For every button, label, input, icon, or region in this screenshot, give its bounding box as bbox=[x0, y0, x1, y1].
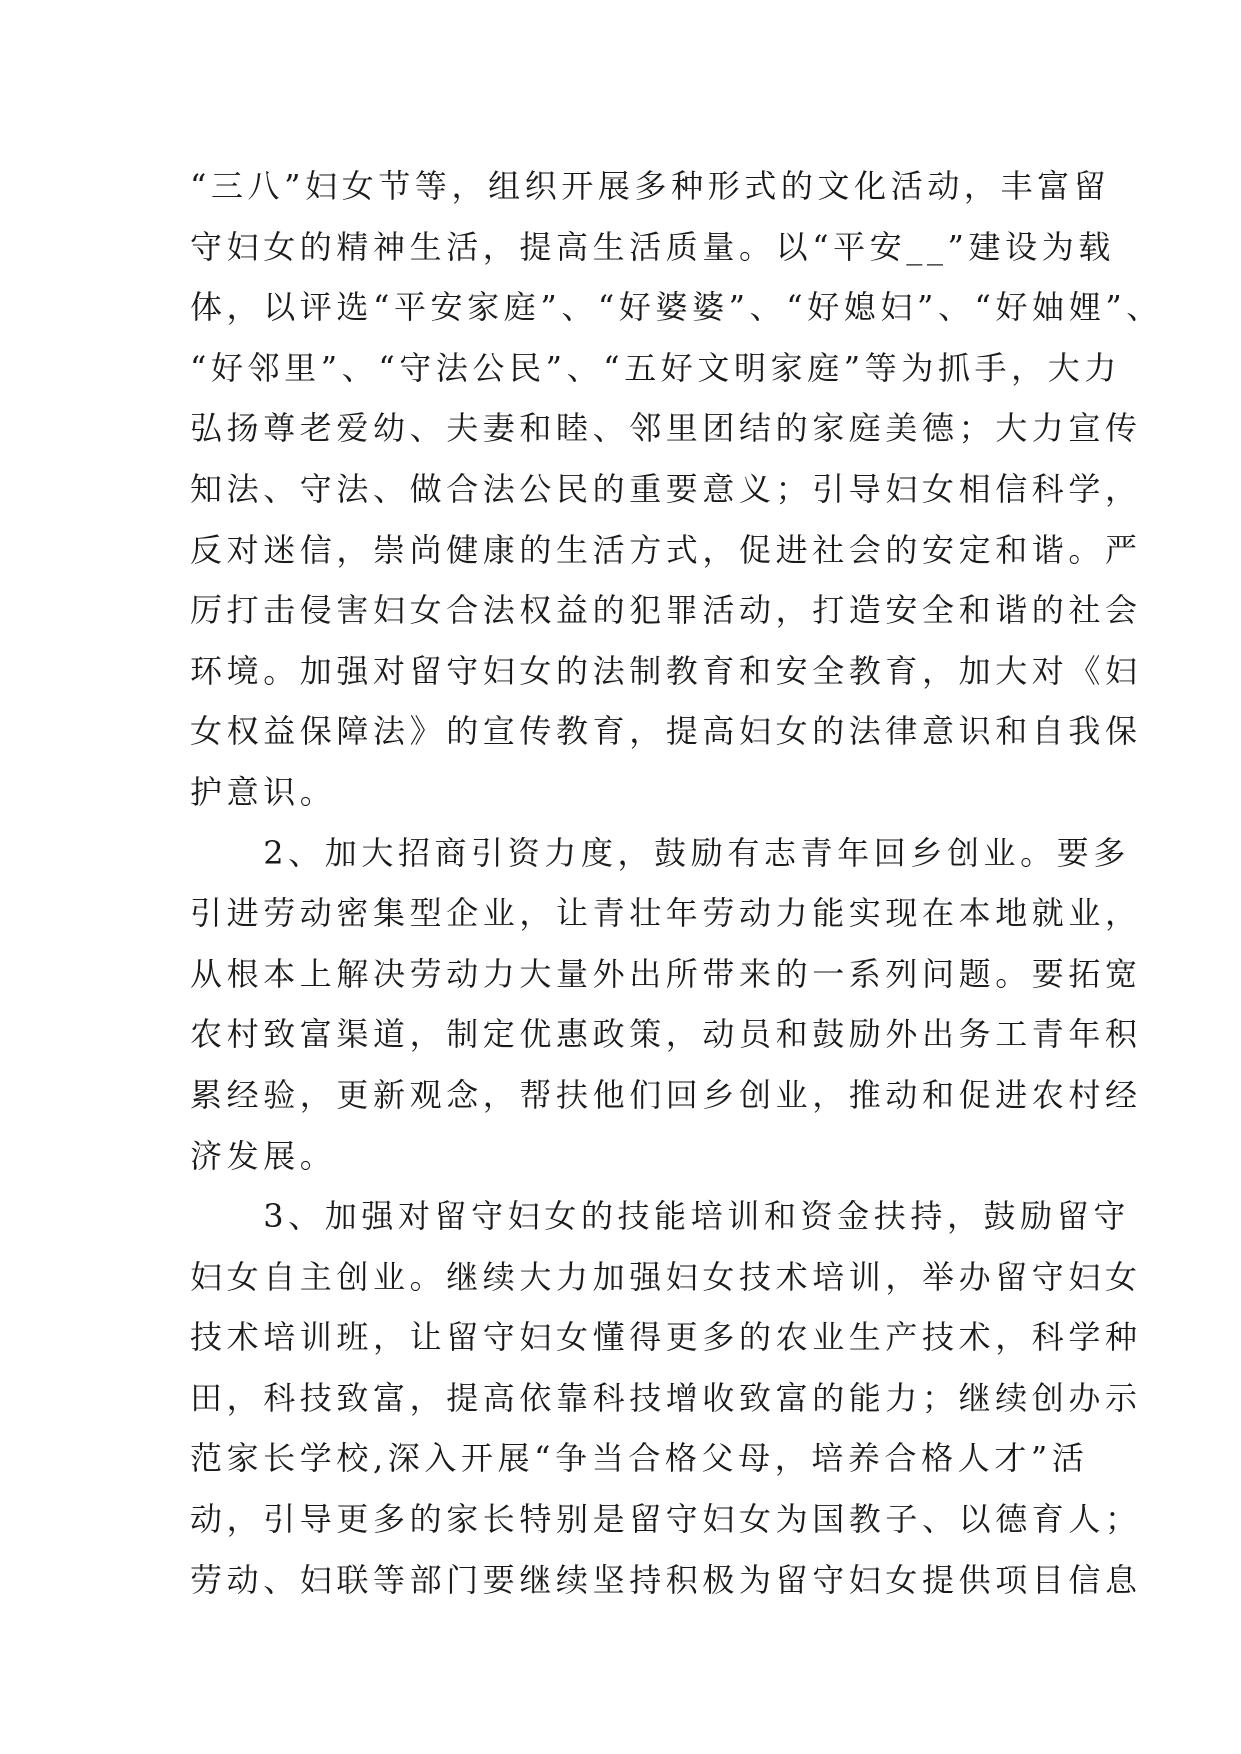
text-line: 动，引导更多的家长特别是留守妇女为国教子、以德育人； bbox=[190, 1500, 1142, 1539]
text-line: 引进劳动密集型企业，让青壮年劳动力能实现在本地就业， bbox=[190, 894, 1142, 933]
text-line: 累经验，更新观念，帮扶他们回乡创业，推动和促进农村经 bbox=[190, 1075, 1142, 1114]
text-line: 厉打击侵害妇女合法权益的犯罪活动，打造安全和谐的社会 bbox=[190, 591, 1142, 630]
text-line: 女权益保障法》的宣传教育，提高妇女的法律意识和自我保 bbox=[190, 712, 1142, 751]
document-body bbox=[190, 156, 1163, 1610]
text-line: 弘扬尊老爱幼、夫妻和睦、邻里团结的家庭美德；大力宣传 bbox=[190, 409, 1142, 448]
text-line: 劳动、妇联等部门要继续坚持积极为留守妇女提供项目信息 bbox=[190, 1560, 1142, 1599]
text-line: “好邻里”、“守法公民”、“五好文明家庭”等为抓手，大力 bbox=[190, 348, 1121, 387]
text-line: 济发展。 bbox=[190, 1136, 337, 1175]
text-line: 3、加强对留守妇女的技能培训和资金扶持，鼓励留守 bbox=[190, 1197, 1130, 1236]
text-line: 护意识。 bbox=[190, 772, 337, 811]
text-line: 2、加大招商引资力度，鼓励有志青年回乡创业。要多 bbox=[190, 833, 1130, 872]
text-line: 妇女自主创业。继续大力加强妇女技术培训，举办留守妇女 bbox=[190, 1257, 1142, 1296]
text-line: 体，以评选“平安家庭”、“好婆婆”、“好媳妇”、“好妯娌”、 bbox=[190, 288, 1163, 327]
text-line: 技术培训班，让留守妇女懂得更多的农业生产技术，科学种 bbox=[190, 1318, 1142, 1357]
text-line: 守妇女的精神生活，提高生活质量。以“平安__”建设为载 bbox=[190, 227, 1115, 266]
text-line: 田，科技致富，提高依靠科技增收致富的能力；继续创办示 bbox=[190, 1378, 1142, 1417]
text-line: 农村致富渠道，制定优惠政策，动员和鼓励外出务工青年积 bbox=[190, 1015, 1142, 1054]
text-line: 反对迷信，崇尚健康的生活方式，促进社会的安定和谐。严 bbox=[190, 530, 1142, 569]
text-line: “三八”妇女节等，组织开展多种形式的文化活动，丰富留 bbox=[190, 167, 1111, 205]
text-line: 从根本上解决劳动力大量外出所带来的一系列问题。要拓宽 bbox=[190, 954, 1142, 993]
text-line: 知法、守法、做合法公民的重要意义；引导妇女相信科学， bbox=[190, 469, 1142, 508]
text-line: 环境。加强对留守妇女的法制教育和安全教育，加大对《妇 bbox=[190, 651, 1142, 690]
text-line: 范家长学校,深入开展“争当合格父母，培养合格人才”活 bbox=[190, 1439, 1089, 1478]
